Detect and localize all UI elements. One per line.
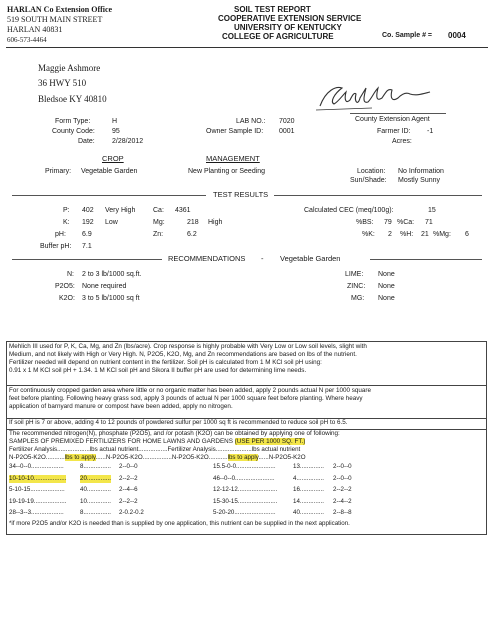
note-sulfur: If soil pH is 7 or above, adding 4 to 12 pounds of powdered sulfur per 1000 sq ft is recommended to reduce soil pH to 6.5.	[9, 419, 348, 426]
fert-table-row	[0, 498, 480, 507]
fert-table-row	[0, 509, 480, 518]
date-value: 2/28/2012	[112, 138, 144, 145]
ph-value: 6.9	[82, 231, 92, 238]
k-value: 192	[82, 219, 94, 226]
sample-number: 0004	[448, 31, 466, 40]
use-per-1000-highlight: (USE PER 1000 SQ. FT.)	[234, 438, 306, 445]
lab-no-label: LAB NO.:	[236, 118, 266, 125]
recs-rule-right	[370, 259, 482, 260]
county-code-label: County Code:	[52, 128, 95, 135]
pct-ca-label: %Ca:	[397, 219, 415, 226]
note-line: Medium, and not likely with High or Very High. N, P2O5, K2O, Mg, and Zn recommendations are based on lbs of the nutrient.	[9, 351, 357, 358]
fert-cell: 2--2--2	[119, 497, 138, 505]
form-type-label: Form Type:	[55, 118, 91, 125]
rec-p-label: P2O5:	[55, 283, 75, 290]
lbs-to-apply-highlight: lbs to apply	[227, 454, 259, 461]
p-label: P:	[63, 207, 70, 214]
buffer-ph-value: 7.1	[82, 243, 92, 250]
county-code-value: 95	[112, 128, 120, 135]
dot-leader: ................	[83, 463, 111, 470]
dot-leader: ..............	[299, 463, 324, 470]
note-line: For continuously cropped garden area where little or no organic matter has been added, apply 2 pounds actual N per 1000 square	[9, 387, 371, 394]
farmer-id-value: -1	[427, 128, 434, 135]
rec-n-label: N:	[67, 271, 74, 278]
note-line: application of barnyard manure or compost have been added, apply no nitrogen.	[9, 403, 233, 410]
mg-rating: High	[208, 219, 223, 226]
dot-leader: ................	[296, 474, 324, 482]
fert-table-header: Fertilizer Analysis...................lbs actual nutrient.................Fertilizer Analysis.....................lbs actual nutrient	[9, 446, 301, 453]
p-value: 402	[82, 207, 94, 214]
fert-table-subheader	[9, 454, 306, 462]
fert-cell: 10..............	[80, 497, 111, 505]
dot-leader: ..............	[86, 474, 111, 482]
k-rating: Low	[105, 219, 118, 226]
fert-cell: 2--4--2	[333, 497, 352, 505]
agent-signature	[312, 80, 442, 114]
fert-cell: 2--0--0	[119, 463, 138, 470]
results-rule-right	[274, 195, 482, 196]
fert-cell: 2--4--6	[119, 486, 138, 493]
fert-cell: 4................	[293, 474, 324, 482]
office-name: HARLAN Co Extension Office	[7, 5, 113, 14]
owner-id-value: 0001	[279, 128, 295, 135]
ca-label: Ca:	[153, 207, 164, 214]
premixed-title-text: SAMPLES OF PREMIXED FERTILIZERS FOR HOME LAWNS AND GARDENS	[9, 438, 235, 445]
zn-label: Zn:	[153, 231, 164, 238]
note-line: feet before planting. Following heavy grass sod, apply 3 pounds of actual N per 1000 square feet before planting. Where heavy	[9, 395, 363, 402]
dot-leader: ..............	[299, 497, 324, 505]
rec-zinc-value: None	[378, 283, 395, 290]
dot-leader: ..............	[86, 486, 111, 493]
pct-mg-value: 6	[465, 231, 469, 238]
acres-label: Acres:	[392, 138, 412, 145]
note-line: 0.91 x 1 M KCl soil pH + 1.34. 1 M KCl soil pH and Sikora II buffer pH are used for determining lime needs.	[9, 367, 307, 374]
fert-cell: 40..............	[293, 509, 324, 516]
sample-label: Co. Sample # =	[382, 32, 432, 39]
customer-city: Bledsoe KY 40810	[38, 94, 107, 104]
fert-cell: 14..............	[293, 497, 324, 505]
rec-p-value: None required	[82, 283, 127, 290]
primary-label: Primary:	[45, 168, 72, 175]
lbs-to-apply-highlight: lbs to apply	[64, 454, 96, 461]
form-type-value: H	[112, 118, 118, 125]
lab-no-value: 7020	[279, 118, 295, 125]
fert-cell: 2--8--8	[333, 509, 352, 516]
subhdr-part: N-P2O5-K2O...........	[9, 454, 65, 461]
fert-cell: 46--0--0.......................	[213, 474, 275, 482]
fert-cell: 8................	[80, 463, 111, 470]
fert-cell: 13..............	[293, 463, 324, 470]
bs-label: %BS:	[356, 219, 374, 226]
fert-cell: 5-10-15....................	[9, 486, 65, 493]
fert-cell: 8................	[80, 509, 111, 516]
college-title: COLLEGE OF AGRICULTURE	[222, 32, 334, 41]
pct-k-label: %K:	[362, 231, 375, 238]
header-divider	[6, 47, 488, 48]
rec-mg-value: None	[378, 295, 395, 302]
report-title: SOIL TEST REPORT	[234, 5, 311, 14]
fert-cell: 5-20-20........................	[213, 509, 276, 516]
dot-leader: ..............	[299, 509, 324, 516]
p-rating: Very High	[105, 207, 136, 214]
dot-leader: ...................	[31, 509, 64, 516]
rec-lime-label: LIME:	[345, 271, 364, 278]
dot-leader: .......................	[235, 474, 275, 482]
dot-leader: ...................	[31, 463, 64, 470]
subhdr-part: ......N-P2O5-K2O	[258, 454, 306, 461]
owner-id-label: Owner Sample ID:	[206, 128, 264, 135]
customer-name: Maggie Ashmore	[38, 63, 101, 73]
dot-leader: ..............	[299, 486, 324, 493]
fert-table-row	[0, 463, 480, 472]
results-rule-left	[12, 195, 206, 196]
buffer-ph-label: Buffer pH:	[40, 243, 72, 250]
recs-rule-left	[12, 259, 162, 260]
test-results-heading: TEST RESULTS	[213, 190, 269, 199]
fert-cell: 15.5-0-0.......................	[213, 463, 276, 470]
university-title: UNIVERSITY OF KENTUCKY	[234, 23, 342, 32]
recs-crop: Vegetable Garden	[280, 254, 341, 263]
management-heading: MANAGEMENT	[206, 154, 260, 163]
location-label: Location:	[357, 168, 386, 175]
subhdr-part: ......N-P2O5-K2O.................N-P2O5-K2O...........	[95, 454, 228, 461]
note-line: Mehlich III used for P, K, Ca, Mg, and Zn (lbs/acre). Crop response is highly probable with Very Low or Low soil levels, slight with	[9, 343, 367, 350]
farmer-id-label: Farmer ID:	[377, 128, 411, 135]
fert-cell: 16..............	[293, 486, 324, 493]
note-nitrogen	[9, 387, 371, 411]
fert-cell: 20..............	[80, 474, 111, 482]
signature-line	[350, 113, 446, 114]
office-phone: 606-573-4464	[7, 36, 47, 44]
ph-label: pH:	[55, 231, 66, 238]
customer-street: 36 HWY 510	[38, 78, 87, 88]
dot-leader: ................	[83, 509, 111, 516]
note-fertilizer-intro: The recommended nitrogen(N), phosphate (P2O5), and /or potash (K2O) can be obtained by applying one of following:	[9, 430, 340, 437]
note-line: Fertilizer needed will depend on nutrient content in the fertilizer. Soil pH is calculated from 1 M KCl soil pH using:	[9, 359, 322, 366]
agent-label: County Extension Agent	[355, 116, 430, 123]
note-mehlich	[9, 343, 367, 375]
note-premixed-title	[9, 438, 305, 446]
fert-cell: 2-0.2-0.2	[119, 509, 144, 516]
mg-label: Mg:	[153, 219, 165, 226]
crop-heading: CROP	[102, 154, 124, 163]
dot-leader: .......................	[237, 486, 278, 493]
fert-cell: 28--3--3...................	[9, 509, 64, 516]
fert-cell: 12-12-12.......................	[213, 486, 278, 493]
date-label: Date:	[78, 138, 95, 145]
rec-mg-label: MG:	[351, 295, 365, 302]
fert-footnote: *if more P2O5 and/or K2O is needed than is supplied by one application, this nutrient can be supplied in the next application.	[9, 520, 350, 527]
rec-lime-value: None	[378, 271, 395, 278]
sun-label: Sun/Shade:	[350, 177, 387, 184]
dot-leader: ...................	[33, 497, 67, 505]
dot-leader: ..............	[86, 497, 111, 505]
office-street: 519 SOUTH MAIN STREET	[7, 15, 103, 24]
primary-crop: Vegetable Garden	[81, 168, 138, 175]
management-value: New Planting or Seeding	[188, 168, 266, 175]
fert-cell: 2--2--2	[119, 474, 138, 482]
service-title: COOPERATIVE EXTENSION SERVICE	[218, 14, 362, 23]
ca-value: 4361	[175, 207, 191, 214]
fert-cell: 19-19-19...................	[9, 497, 67, 505]
cec-label: Calculated CEC (meq/100g):	[304, 207, 394, 214]
fert-cell: 15-30-15.......................	[213, 497, 278, 505]
cec-value: 15	[428, 207, 436, 214]
fert-table-row	[0, 475, 480, 484]
rec-n-value: 2 to 3 lb/1000 sq.ft.	[82, 271, 142, 278]
fert-cell: 34--0--0...................	[9, 463, 64, 470]
fert-cell: 40..............	[80, 486, 111, 493]
office-city: HARLAN 40831	[7, 25, 63, 34]
pct-h-label: %H:	[400, 231, 414, 238]
dot-leader: ....................	[30, 486, 65, 493]
fert-cell: 10-10-10...................	[9, 474, 67, 482]
fert-cell: 2--2--2	[333, 486, 352, 493]
mg-value: 218	[187, 219, 199, 226]
dot-leader: .......................	[237, 497, 278, 505]
pct-ca-value: 71	[425, 219, 433, 226]
dot-leader: .......................	[236, 463, 276, 470]
sun-value: Mostly Sunny	[398, 177, 441, 184]
rec-k-value: 3 to 5 lb/1000 sq ft	[82, 295, 140, 302]
recommendations-heading: RECOMMENDATIONS	[168, 254, 246, 263]
bs-value: 79	[384, 219, 392, 226]
pct-h-value: 21	[421, 231, 429, 238]
fert-cell: 2--0--0	[333, 463, 352, 470]
fert-cell: 2--0--0	[333, 474, 352, 482]
location-value: No Information	[398, 168, 444, 175]
pct-mg-label: %Mg:	[433, 231, 451, 238]
fert-table-row	[0, 486, 480, 495]
dot-leader: ...................	[33, 474, 67, 482]
rec-zinc-label: ZINC:	[347, 283, 366, 290]
pct-k-value: 2	[388, 231, 392, 238]
dot-leader: ........................	[234, 509, 276, 516]
recs-dash: -	[261, 254, 264, 263]
k-label: K:	[63, 219, 70, 226]
zn-value: 6.2	[187, 231, 197, 238]
rec-k-label: K2O:	[59, 295, 75, 302]
